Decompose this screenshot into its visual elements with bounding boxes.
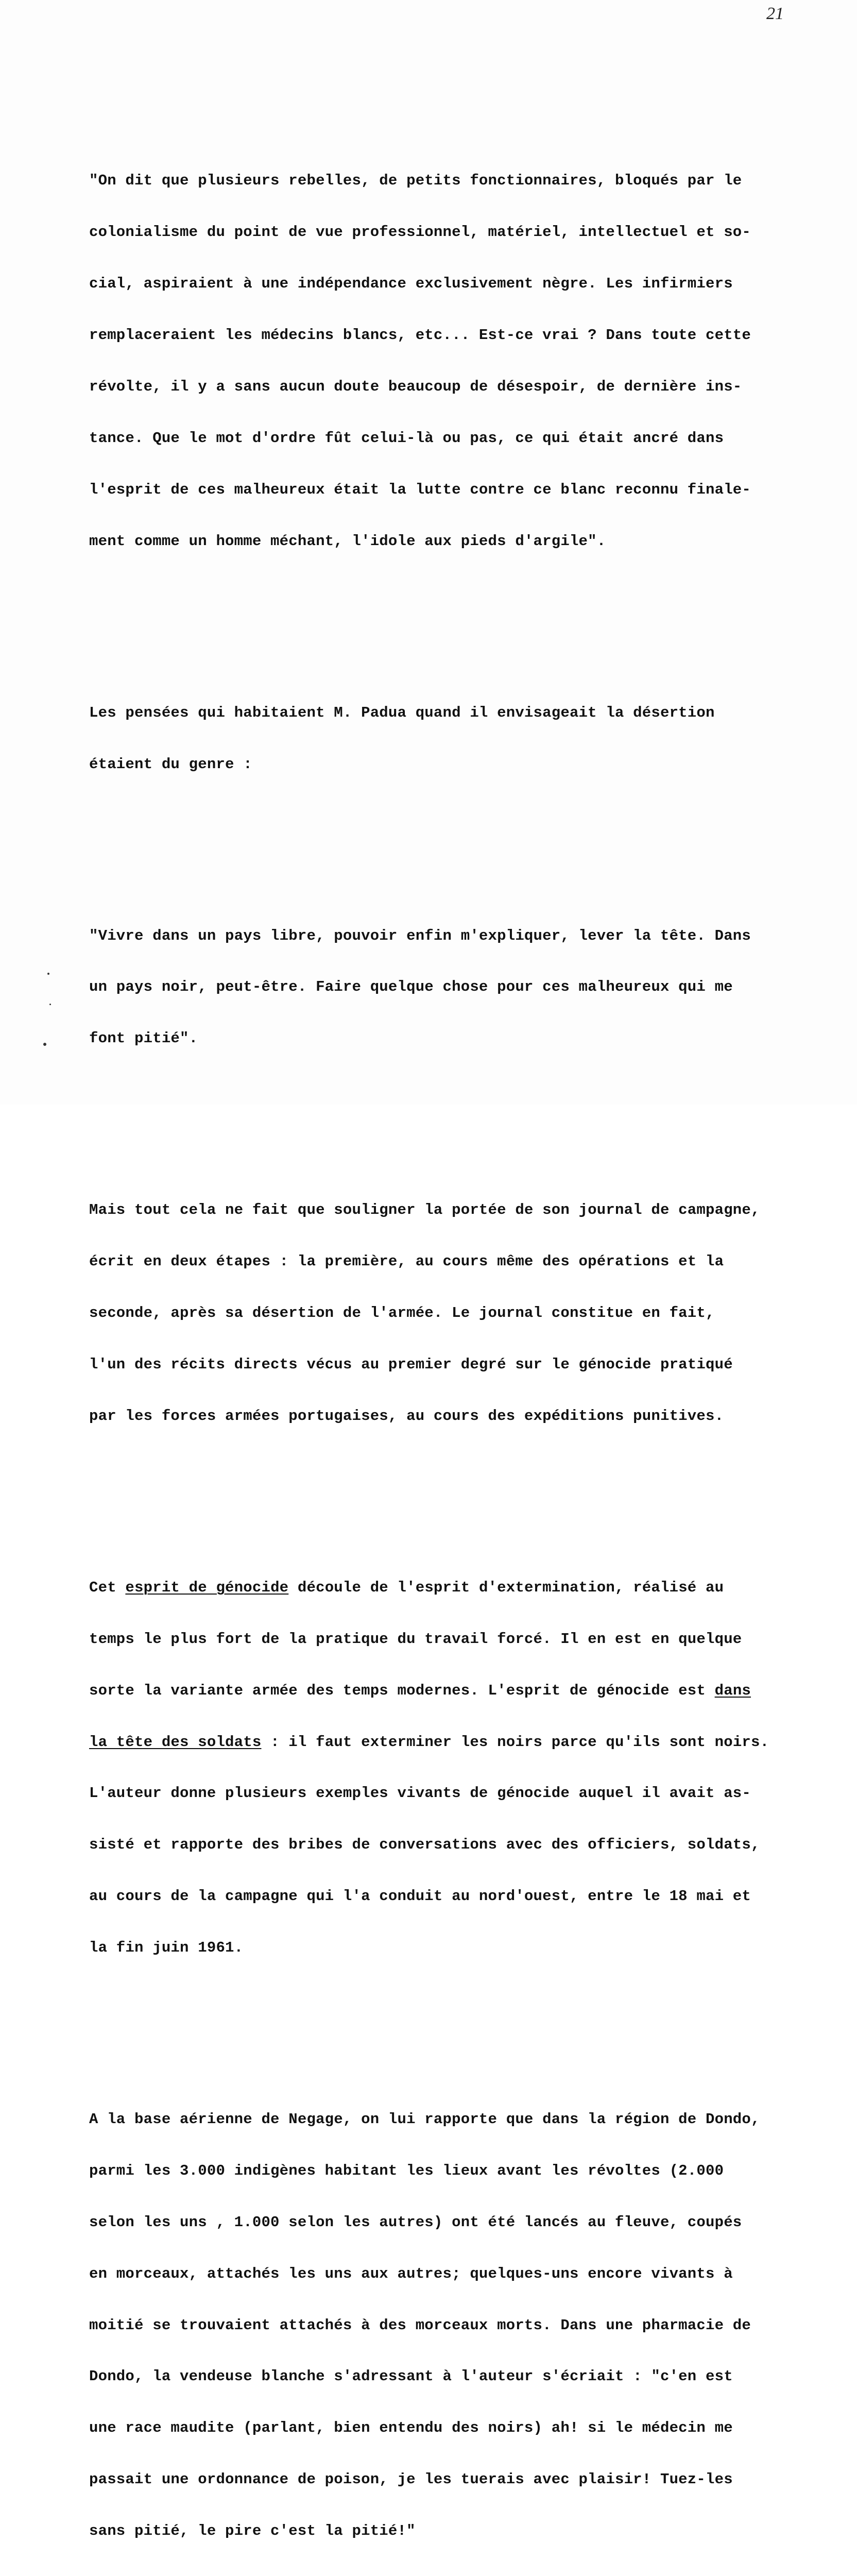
text-fragment: sorte la variante armée des temps modernes. L'esprit de génocide est bbox=[89, 1682, 715, 1699]
text-line: une race maudite (parlant, bien entendu des noirs) ah! si le médecin me bbox=[89, 2419, 733, 2437]
text-line bbox=[89, 1734, 841, 1751]
text-line: moitié se trouvaient attachés à des morceaux morts. Dans une pharmacie de bbox=[89, 2316, 751, 2334]
text-line: cial, aspiraient à une indépendance exclusivement nègre. Les infirmiers bbox=[89, 275, 733, 293]
text-line: étaient du genre : bbox=[89, 755, 252, 773]
text-line: l'esprit de ces malheureux était la lutte contre ce blanc reconnu finale- bbox=[89, 481, 751, 498]
text-line: "Vivre dans un pays libre, pouvoir enfin m'expliquer, lever la tête. Dans bbox=[89, 927, 751, 944]
text-line: par les forces armées portugaises, au cours des expéditions punitives. bbox=[89, 1407, 724, 1425]
text-line: passait une ordonnance de poison, je les tuerais avec plaisir! Tuez-les bbox=[89, 2471, 733, 2488]
paragraph-4 bbox=[89, 1167, 841, 1459]
text-line: font pitié". bbox=[89, 1030, 198, 1047]
scan-speck bbox=[49, 1004, 51, 1005]
scan-speck bbox=[43, 1043, 46, 1046]
text-line: Mais tout cela ne fait que souligner la portée de son journal de campagne, bbox=[89, 1201, 760, 1219]
text-line: "On dit que plusieurs rebelles, de petits fonctionnaires, bloqués par le bbox=[89, 172, 742, 190]
text-line: remplaceraient les médecins blancs, etc... Est-ce vrai ? Dans toute cette bbox=[89, 327, 751, 344]
text-fragment: découle de l'esprit d'extermination, réalisé au bbox=[288, 1579, 724, 1596]
scan-speck bbox=[47, 973, 49, 975]
paragraph-3 bbox=[89, 893, 841, 1081]
text-line: A la base aérienne de Negage, on lui rapporte que dans la région de Dondo, bbox=[89, 2111, 760, 2128]
underlined-phrase: dans bbox=[714, 1682, 751, 1699]
text-line: temps le plus fort de la pratique du travail forcé. Il en est en quelque bbox=[89, 1630, 742, 1648]
text-line: Dondo, la vendeuse blanche s'adressant à l'auteur s'écriait : "c'en est bbox=[89, 2368, 733, 2385]
text-line: ment comme un homme méchant, l'idole aux pieds d'argile". bbox=[89, 532, 606, 550]
text-line: colonialisme du point de vue professionnel, matériel, intellectuel et so- bbox=[89, 224, 751, 241]
paragraph-5 bbox=[89, 1545, 841, 1991]
paragraph-6 bbox=[89, 2076, 841, 2574]
text-line bbox=[89, 1579, 841, 1596]
document-body bbox=[89, 87, 841, 2576]
text-line: sans pitié, le pire c'est la pitié!" bbox=[89, 2522, 416, 2540]
text-line: la fin juin 1961. bbox=[89, 1939, 244, 1957]
text-line: selon les uns , 1.000 selon les autres) ont été lancés au fleuve, coupés bbox=[89, 2213, 742, 2231]
text-line: l'un des récits directs vécus au premier degré sur le génocide pratiqué bbox=[89, 1355, 733, 1373]
text-line: sisté et rapporte des bribes de conversations avec des officiers, soldats, bbox=[89, 1836, 760, 1854]
text-fragment: : il faut exterminer les noirs parce qu'ils sont noirs. bbox=[261, 1733, 769, 1751]
text-line: Les pensées qui habitaient M. Padua quand il envisageait la désertion bbox=[89, 704, 715, 721]
text-line bbox=[89, 1682, 841, 1699]
underlined-phrase: esprit de génocide bbox=[125, 1579, 289, 1596]
text-line: parmi les 3.000 indigènes habitant les lieux avant les révoltes (2.000 bbox=[89, 2162, 724, 2179]
paragraph-1 bbox=[89, 138, 841, 584]
underlined-phrase: la tête des soldats bbox=[89, 1733, 262, 1751]
text-line: en morceaux, attachés les uns aux autres; quelques-uns encore vivants à bbox=[89, 2265, 733, 2282]
text-line: seconde, après sa désertion de l'armée. Le journal constitue en fait, bbox=[89, 1304, 715, 1322]
text-line: un pays noir, peut-être. Faire quelque chose pour ces malheureux qui me bbox=[89, 978, 733, 996]
paragraph-2 bbox=[89, 670, 841, 807]
text-line: révolte, il y a sans aucun doute beaucoup de désespoir, de dernière ins- bbox=[89, 378, 742, 396]
text-line: tance. Que le mot d'ordre fût celui-là ou pas, ce qui était ancré dans bbox=[89, 429, 724, 447]
text-line: écrit en deux étapes : la première, au cours même des opérations et la bbox=[89, 1253, 724, 1270]
text-line: L'auteur donne plusieurs exemples vivants de génocide auquel il avait as- bbox=[89, 1785, 751, 1802]
text-line: au cours de la campagne qui l'a conduit au nord'ouest, entre le 18 mai et bbox=[89, 1888, 751, 1905]
text-fragment: Cet bbox=[89, 1579, 126, 1596]
page-number: 21 bbox=[766, 4, 784, 23]
